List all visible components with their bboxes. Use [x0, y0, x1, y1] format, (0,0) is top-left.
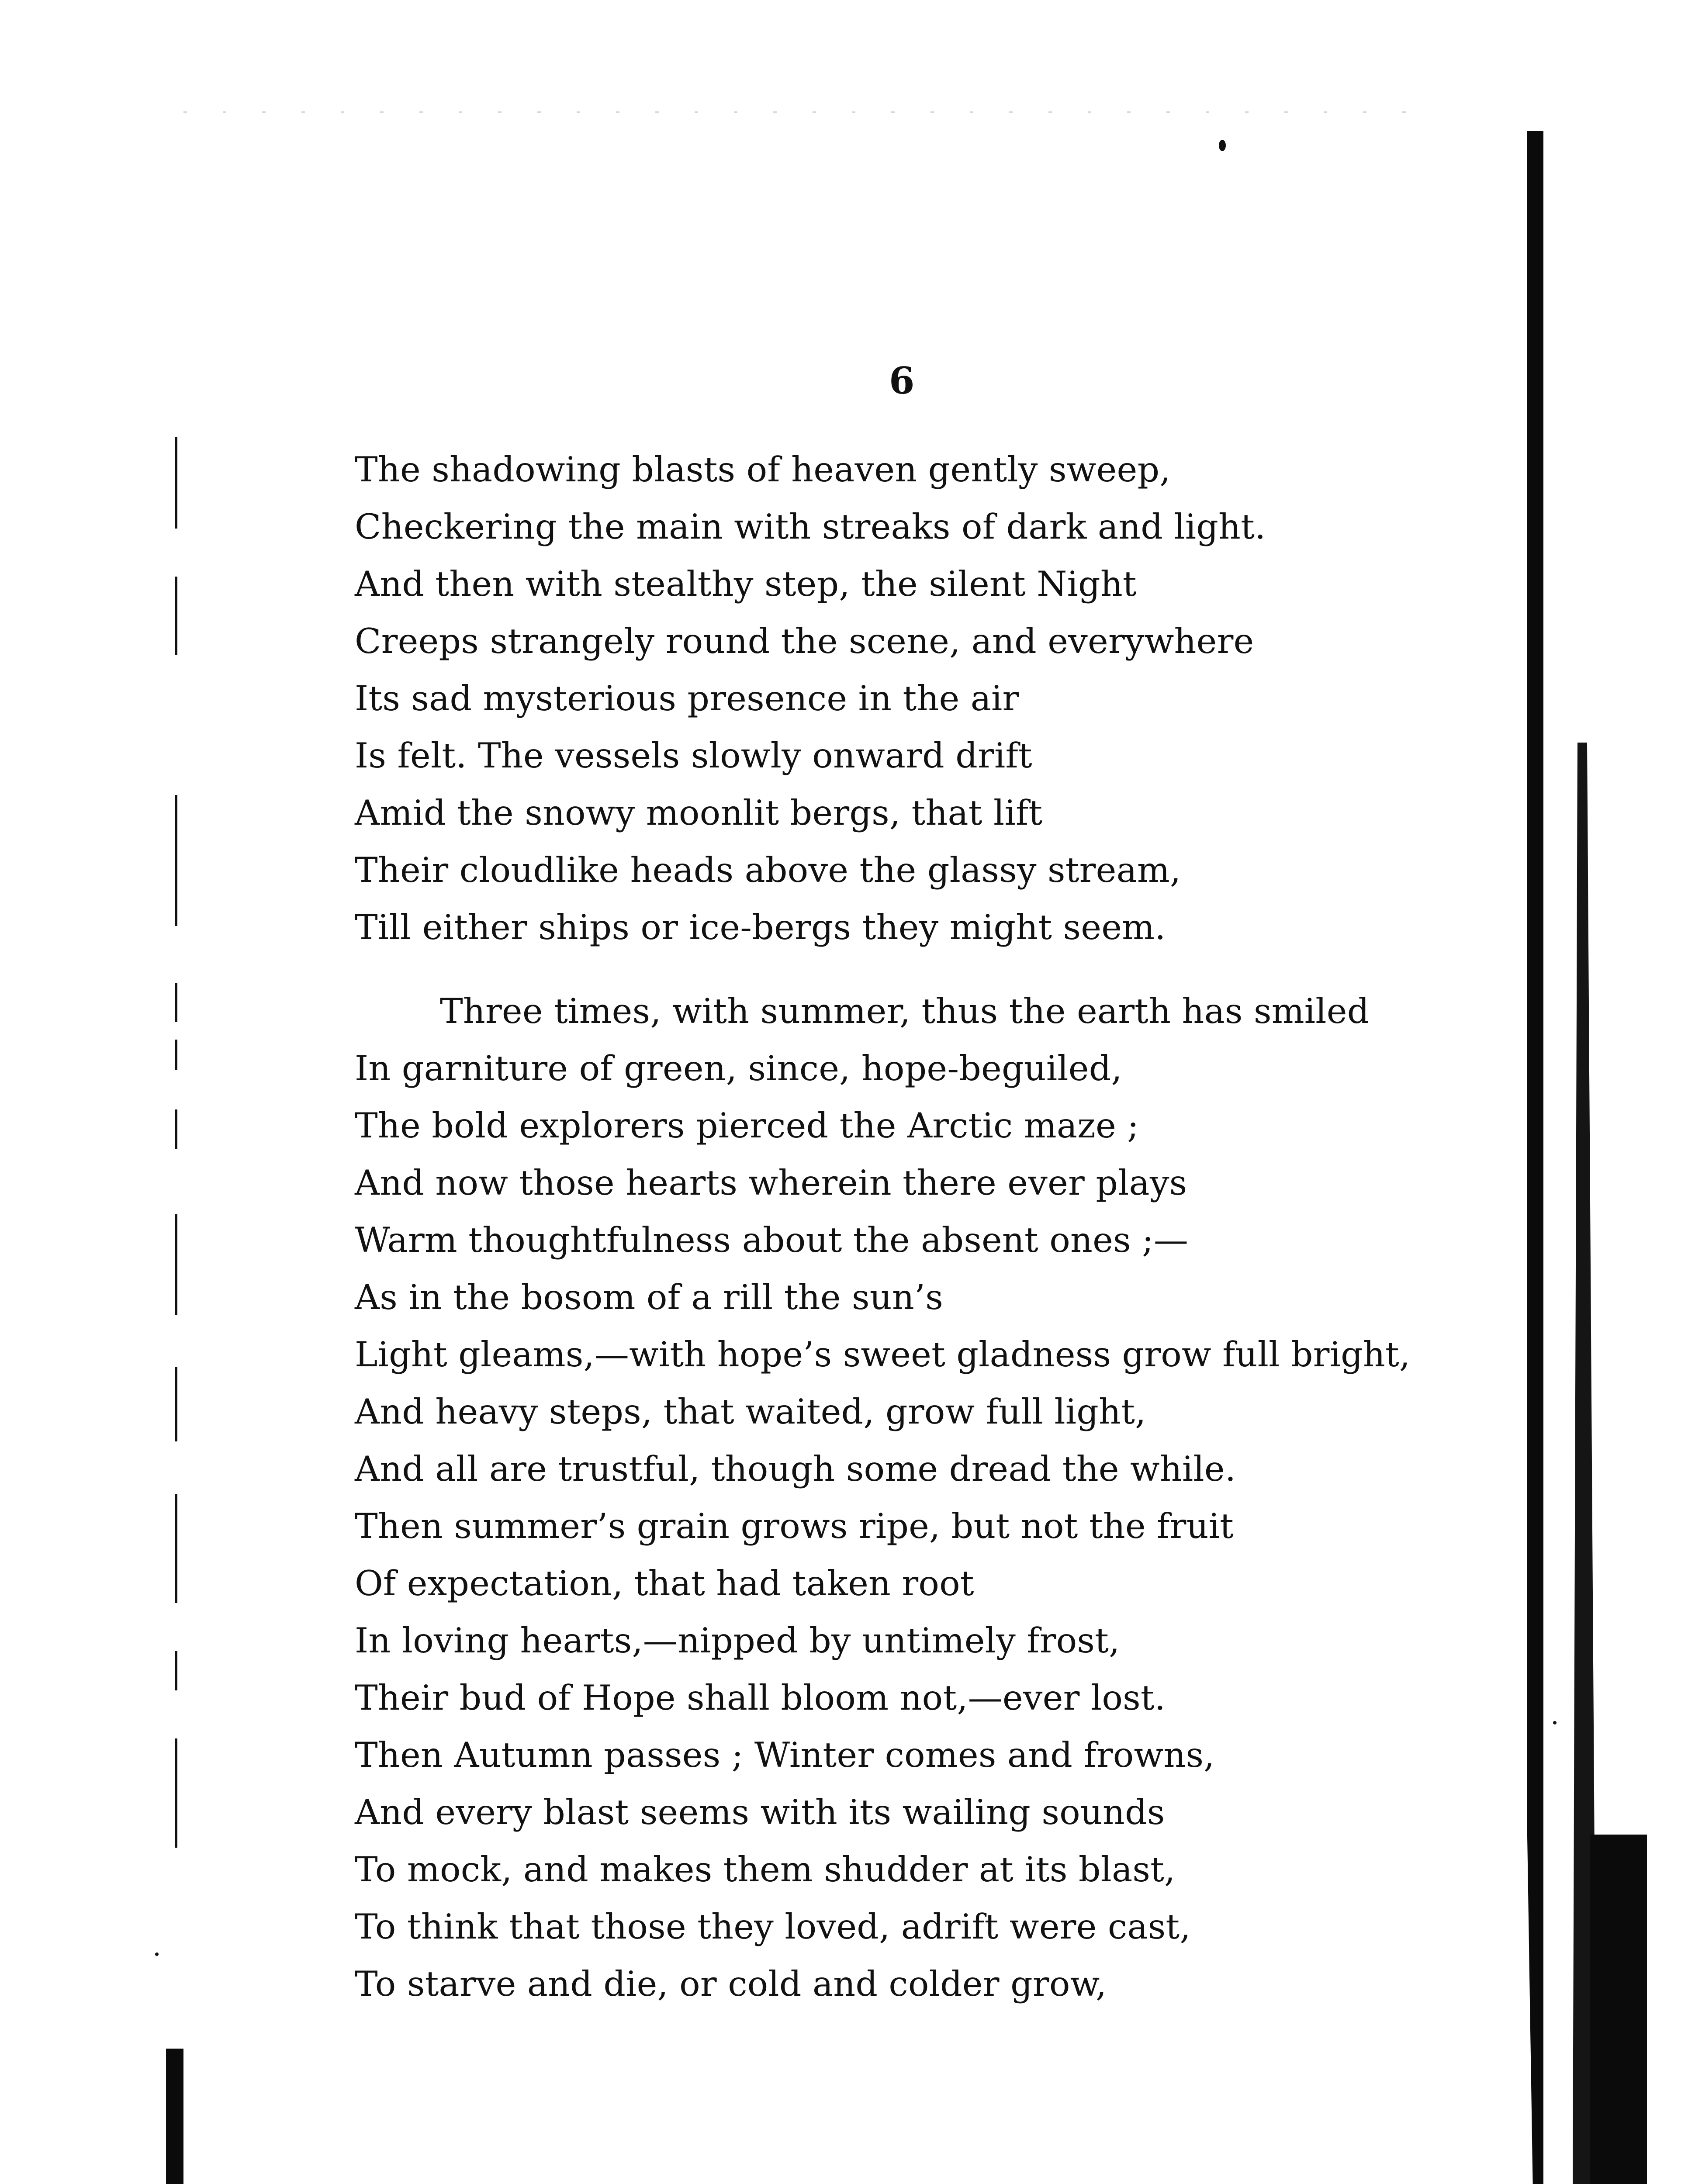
scan-page-edge-right: [1527, 131, 1543, 2184]
scan-edge-left-mark: [175, 1214, 177, 1315]
verse-line: Warm thoughtfulness about the absent ones ;—: [355, 1220, 1189, 1260]
verse-line: In garniture of green, since, hope-beguiled,: [355, 1048, 1122, 1089]
verse-line: In loving hearts,—nipped by untimely frost,: [355, 1621, 1120, 1661]
verse-line: Is felt. The vessels slowly onward drift: [355, 736, 1032, 776]
scan-speck: [1219, 140, 1226, 151]
scan-edge-left-mark: [175, 983, 177, 1022]
verse-line: To mock, and makes them shudder at its blast,: [355, 1849, 1176, 1890]
stanza: [355, 441, 1266, 956]
verse-line: Creeps strangely round the scene, and everywhere: [355, 621, 1254, 661]
verse-line: And then with stealthy step, the silent Night: [355, 564, 1137, 604]
scan-edge-left-shadow: [166, 2049, 183, 2184]
scan-edge-left-mark: [175, 795, 177, 926]
verse-line: Then Autumn passes ; Winter comes and frowns,: [355, 1735, 1215, 1775]
verse-line: And now those hearts wherein there ever plays: [355, 1163, 1187, 1203]
scan-edge-left-mark: [175, 1738, 177, 1848]
scan-edge-left-mark: [175, 1651, 177, 1690]
verse-line: To think that those they loved, adrift were cast,: [355, 1907, 1191, 1947]
verse-line: Three times, with summer, thus the earth has smiled: [440, 991, 1370, 1031]
scan-speck: [1553, 1721, 1557, 1724]
verse-line: Its sad mysterious presence in the air: [355, 678, 1019, 719]
verse-line: Of expectation, that had taken root: [355, 1563, 974, 1603]
verse-line: And heavy steps, that waited, grow full light,: [355, 1392, 1146, 1432]
verse-line: And every blast seems with its wailing sounds: [355, 1792, 1165, 1832]
verse-line: To starve and die, or cold and colder grow,: [355, 1964, 1107, 2004]
verse-line: The shadowing blasts of heaven gently sweep,: [355, 449, 1171, 490]
verse-line: The bold explorers pierced the Arctic maze ;: [355, 1106, 1139, 1146]
scan-edge-left-mark: [175, 1109, 177, 1149]
verse-line: And all are trustful, though some dread the while.: [355, 1449, 1236, 1489]
scan-edge-left-mark: [175, 577, 177, 655]
verse-line: Light gleams,—with hope’s sweet gladness grow full bright,: [355, 1334, 1411, 1375]
verse-line: Their bud of Hope shall bloom not,—ever lost.: [355, 1678, 1166, 1718]
scan-edge-left-mark: [175, 1494, 177, 1603]
scan-speck: [155, 1952, 159, 1956]
scan-edge-left-mark: [175, 437, 177, 529]
scan-edge-left-mark: [175, 1367, 177, 1441]
verse-line: Till either ships or ice-bergs they might seem.: [355, 907, 1166, 947]
verse-line: Amid the snowy moonlit bergs, that lift: [355, 793, 1043, 833]
verse-line: As in the bosom of a rill the sun’s: [355, 1277, 943, 1317]
verse-line: Checkering the main with streaks of dark and light.: [355, 507, 1266, 547]
scan-speckle-top: [183, 111, 1407, 113]
verse-line: Their cloudlike heads above the glassy stream,: [355, 850, 1181, 890]
scan-page-edge-right-shadow: [1590, 1835, 1647, 2184]
scan-edge-left-mark: [175, 1040, 177, 1070]
stanza: [355, 983, 1410, 2013]
verse-line: Then summer’s grain grows ripe, but not the fruit: [355, 1506, 1234, 1546]
page-number: 6: [889, 359, 915, 402]
